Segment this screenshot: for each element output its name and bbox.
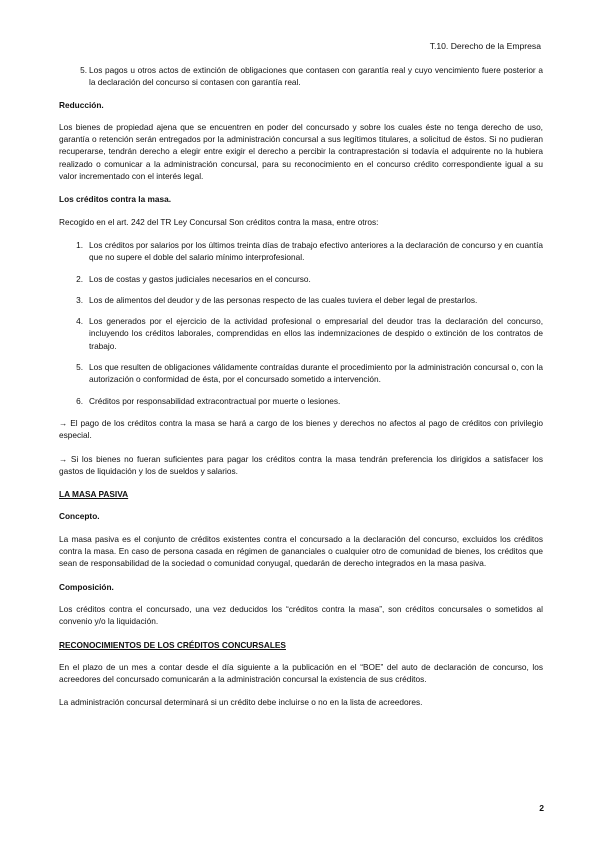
page-number: 2: [539, 803, 544, 813]
note-paragraph: → El pago de los créditos contra la masa se hará a cargo de los bienes y derechos no afectos al pago de créditos con privilegio especial.: [59, 417, 543, 441]
document-body: [59, 64, 543, 720]
list-text: Los de costas y gastos judiciales necesarios en el concurso.: [89, 273, 311, 284]
list-text: Los generados por el ejercicio de la actividad profesional o empresarial del deudor tras la declaración del concurso, incluyendo los créditos laborales, comprendidas en ellos las indemnizaciones de despido o extinción de los contratos de trabajo.: [89, 316, 543, 351]
section-heading-masa-pasiva: LA MASA PASIVA: [59, 489, 129, 500]
page-header: T.10. Derecho de la Empresa: [429, 41, 541, 51]
top-list: [59, 64, 543, 89]
section-heading-reconocimientos: RECONOCIMIENTOS DE LOS CRÉDITOS CONCURSALES: [59, 639, 286, 650]
creditos-masa-list: [59, 239, 543, 407]
list-item: [59, 395, 543, 407]
list-item: [59, 273, 543, 285]
list-number: 3.: [76, 294, 83, 305]
list-text: Créditos por responsabilidad extracontractual por muerte o lesiones.: [89, 395, 341, 406]
paragraph-concepto: La masa pasiva es el conjunto de créditos existentes contra el concursado a la declaración del concurso, excluidos los créditos contra la masa. En caso de persona casada en régimen de gananciales o cualquier otro de comunidad de bienes, los créditos que sean de responsabilidad de la sociedad o comunidad conyugal, quedarán de derecho integrados en la masa pasiva.: [59, 533, 543, 569]
section-heading-creditos-masa: Los créditos contra la masa.: [59, 194, 172, 205]
paragraph-reconocimientos-2: La administración concursal determinará si un crédito debe incluirse o no en la lista de acreedores.: [59, 697, 423, 708]
list-item: [59, 361, 543, 386]
list-item: [59, 315, 543, 352]
list-number: 1.: [76, 239, 83, 250]
list-text: Los de alimentos del deudor y de las personas respecto de las cuales tuviera el deber legal de prestarlos.: [89, 294, 478, 305]
list-text: Los créditos por salarios por los últimos treinta días de trabajo efectivo anteriores a la declaración de concurso y en cuantía que no supere el doble del salario mínimo interprofesional.: [89, 239, 543, 263]
list-number: 6.: [76, 395, 83, 406]
list-number: 5.: [76, 362, 83, 373]
subheading-composicion: Composición.: [59, 581, 114, 592]
section-heading-reduccion: Reducción.: [59, 99, 104, 110]
list-number: 2.: [76, 273, 83, 284]
paragraph-intro: Recogido en el art. 242 del TR Ley Concursal Son créditos contra la masa, entre otros:: [59, 216, 379, 227]
list-item: [59, 294, 543, 306]
list-text: Los que resulten de obligaciones válidamente contraídas durante el procedimiento por la administración concursal o, con la autorización o conformidad de ésta, por el concursado sometido a intervención.: [89, 362, 543, 385]
list-text: Los pagos u otros actos de extinción de obligaciones que contasen con garantía real y cuyo vencimiento fuere posterior a la declaración del concurso si contasen con garantía real.: [89, 65, 543, 88]
list-item: [63, 64, 543, 89]
paragraph-composicion: Los créditos contra el concursado, una vez deducidos los “créditos contra la masa”, son créditos concursales o sometidos al convenio y/o la liquidación.: [59, 603, 543, 627]
paragraph-reduccion: Los bienes de propiedad ajena que se encuentren en poder del concursado y sobre los cuales éste no tenga derecho de uso, garantía o retención serán entregados por la administración concursal a sus legítimos titulares, a solicitud de éstos. Si no pudieran recuperarse, tendrán derecho a elegir entre exigir el derecho a percibir la contraprestación si todavía el adquirente no la hubiera realizado o comunicar a la administración concursal, para su reconocimiento en el concurso crédito correspondiente igual a su valor incrementado con el interés legal.: [59, 121, 543, 182]
paragraph-reconocimientos-1: En el plazo de un mes a contar desde el día siguiente a la publicación en el “BOE” del auto de declaración de concurso, los acreedores del concursado comunicarán a la administración concursal la existencia de sus créditos.: [59, 661, 543, 685]
list-item: [59, 239, 543, 264]
note-paragraph: → Si los bienes no fueran suficientes para pagar los créditos contra la masa tendrán preferencia los dirigidos a satisfacer los gastos de liquidación y los de sueldos y salarios.: [59, 453, 543, 476]
subheading-concepto: Concepto.: [59, 511, 100, 522]
list-number: 4.: [76, 316, 83, 327]
list-number: 5.: [80, 65, 87, 75]
